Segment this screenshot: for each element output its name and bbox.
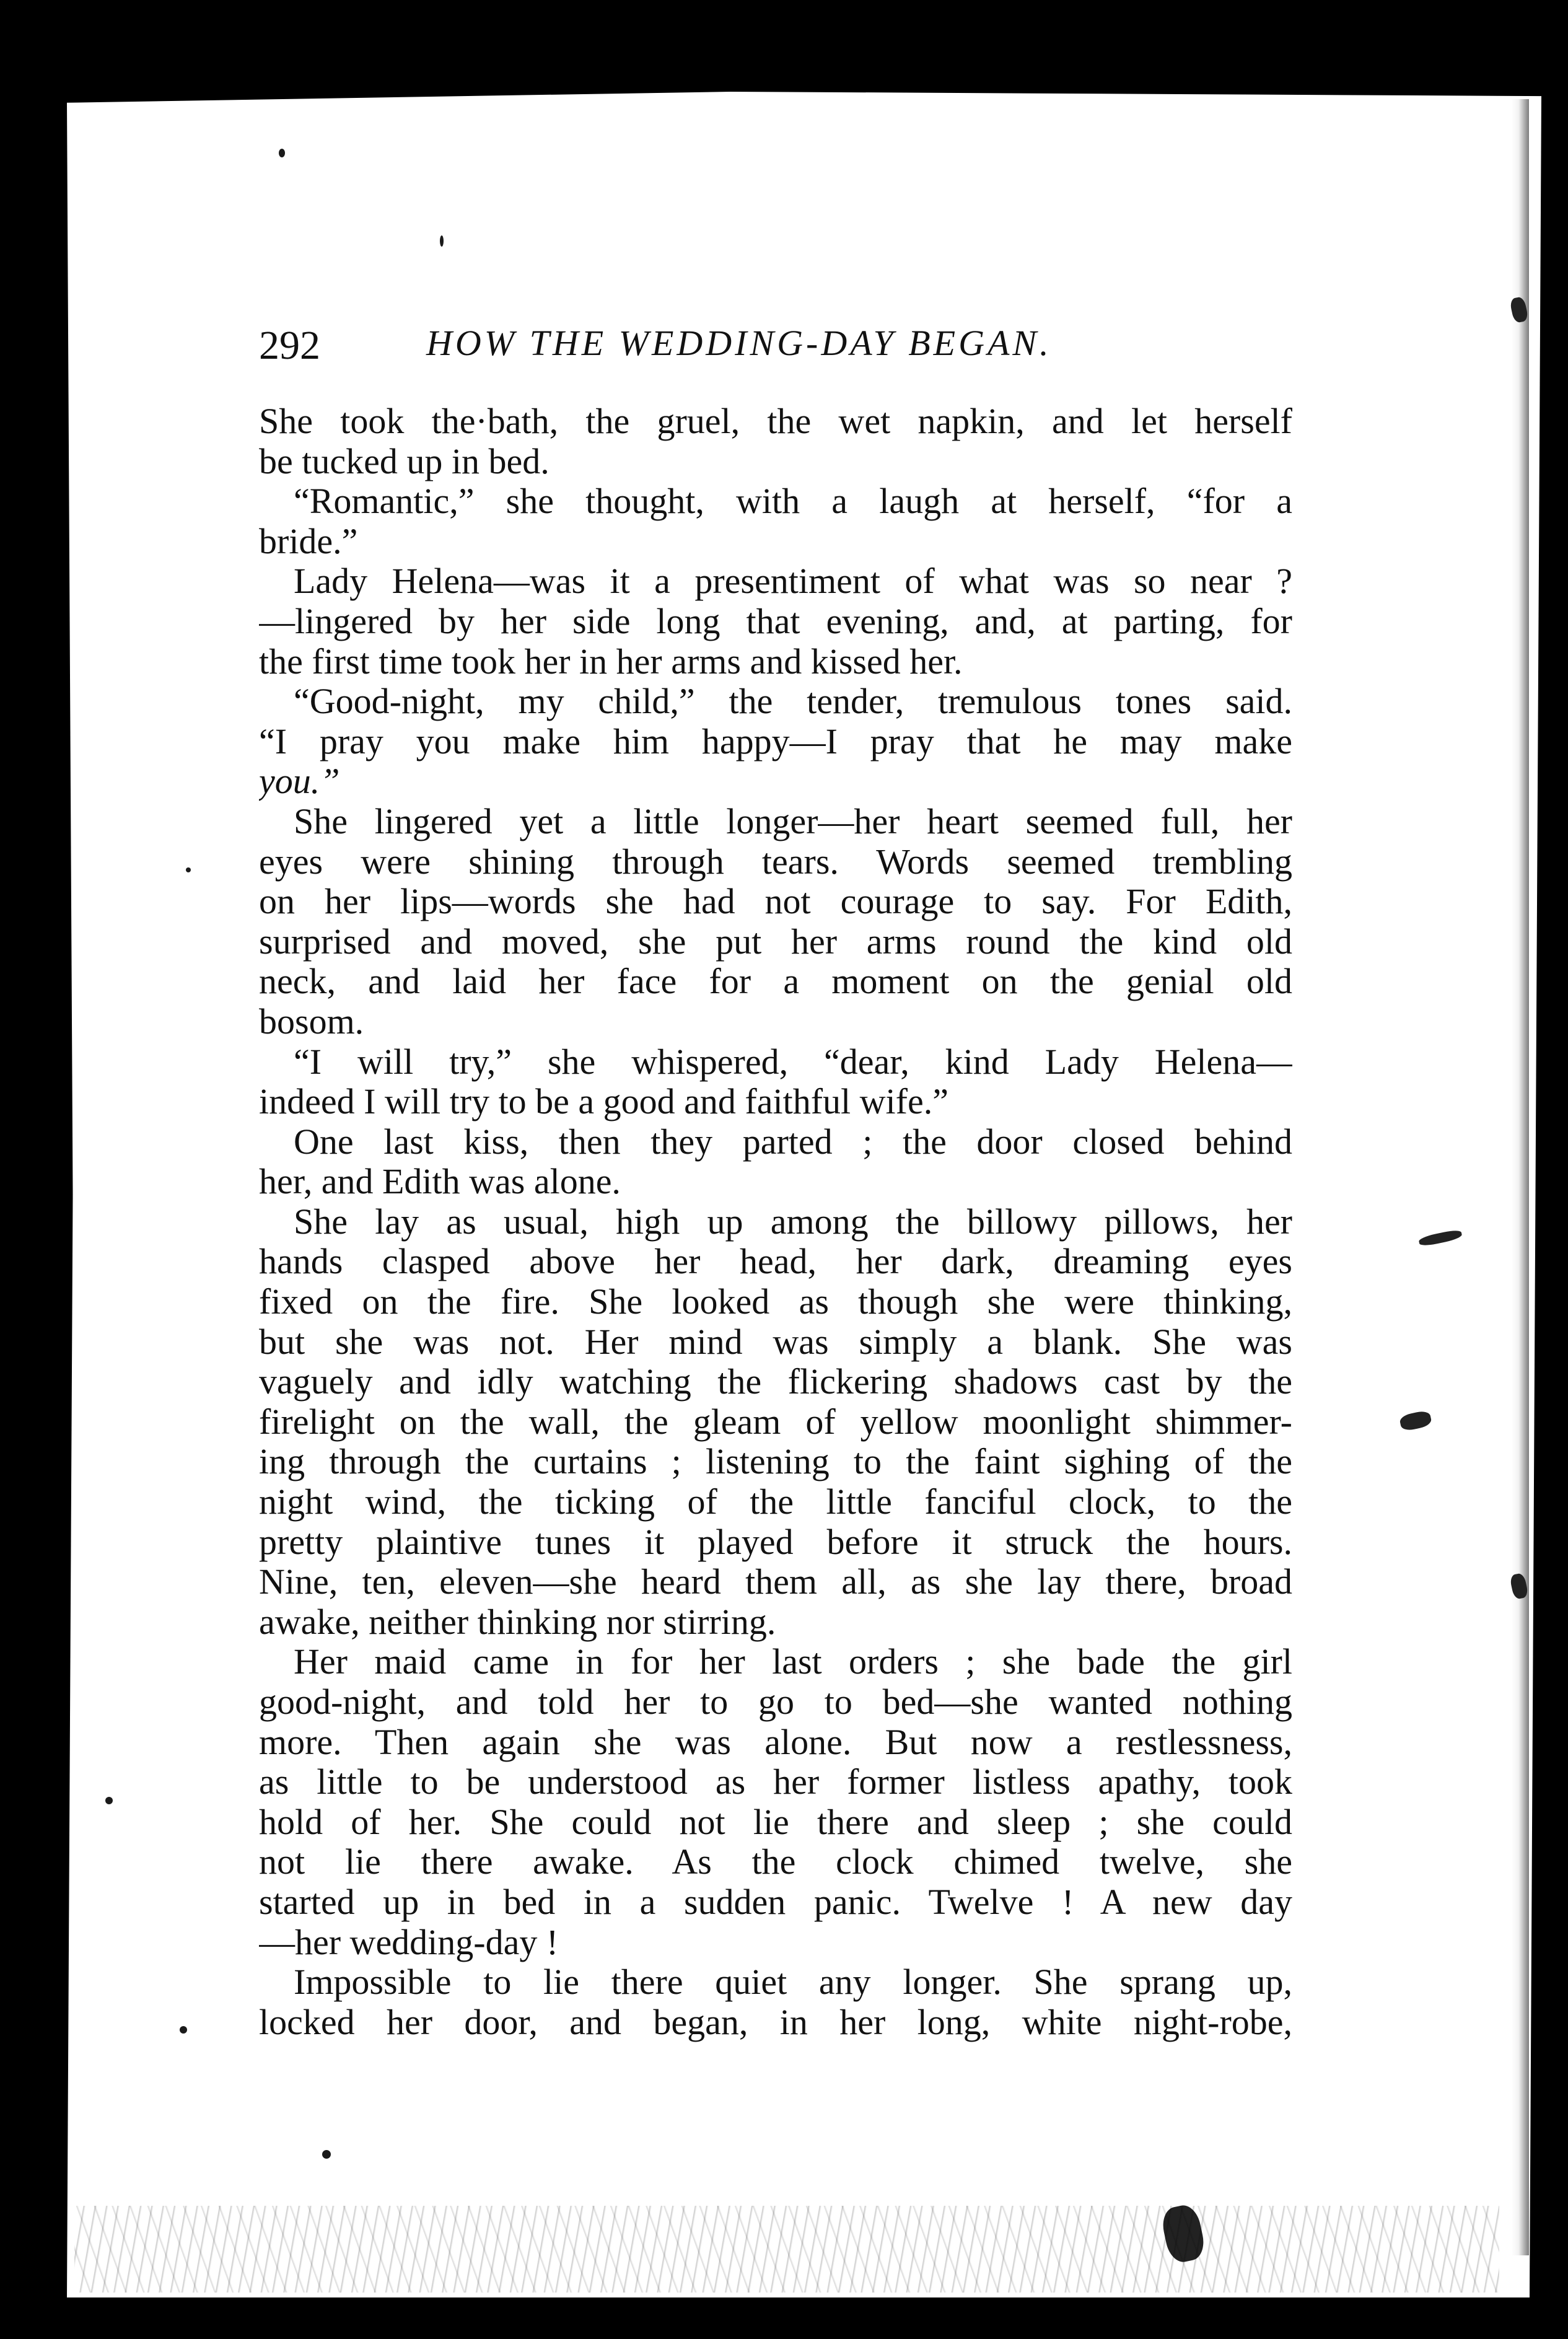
page-header <box>259 310 1436 378</box>
text-line: She took the·bath, the gruel, the wet napkin, and let herself <box>259 402 1292 441</box>
text-line: awake, neither thinking nor stirring. <box>259 1601 776 1642</box>
text-line: fixed on the fire. She looked as though she were thinking, <box>259 1281 1292 1322</box>
text-line: surprised and moved, she put her arms round the kind old <box>259 921 1292 962</box>
text-line: her, and Edith was alone. <box>259 1161 621 1202</box>
text-line: night wind, the ticking of the little fanciful clock, to the <box>259 1481 1292 1522</box>
text-line: eyes were shining through tears. Words seemed trembling <box>259 841 1292 882</box>
body-text <box>259 402 1292 2074</box>
text-line: “I pray you make him happy—I pray that he may make <box>259 721 1292 761</box>
text-line: be tucked up in bed. <box>259 441 550 481</box>
text-line: you.” <box>259 761 340 802</box>
text-line: Lady Helena—was it a presentiment of what was so near ? <box>294 561 1292 602</box>
text-line: hold of her. She could not lie there and sleep ; she could <box>259 1801 1292 1842</box>
text-line: hands clasped above her head, her dark, dreaming eyes <box>259 1241 1292 1282</box>
text-line: as little to be understood as her former listless apathy, took <box>259 1762 1292 1802</box>
text-line: firelight on the wall, the gleam of yellow moonlight shimmer- <box>259 1401 1292 1442</box>
text-line: Nine, ten, eleven—she heard them all, as she lay there, broad <box>259 1561 1292 1602</box>
text-line: ing through the curtains ; listening to the faint sighing of the <box>259 1441 1292 1482</box>
text-line: —her wedding-day ! <box>259 1921 559 1962</box>
text-line: but she was not. Her mind was simply a blank. She was <box>259 1321 1292 1362</box>
text-line: Her maid came in for her last orders ; she bade the girl <box>294 1641 1292 1682</box>
scan-speck <box>180 2026 187 2034</box>
scan-speck <box>279 149 285 157</box>
page-edge-shadow <box>1512 99 1529 2255</box>
text-line: locked her door, and began, in her long, white night-robe, <box>259 2001 1292 2042</box>
scan-speck <box>322 2150 331 2159</box>
text-line: “I will try,” she whispered, “dear, kind Lady Helena— <box>294 1041 1292 1082</box>
text-line: not lie there awake. As the clock chimed twelve, she <box>259 1841 1292 1882</box>
text-line: bride.” <box>259 520 358 561</box>
text-line: “Good-night, my child,” the tender, tremulous tones said. <box>294 681 1292 722</box>
text-line: more. Then again she was alone. But now a restlessness, <box>259 1721 1292 1762</box>
text-line: indeed I will try to be a good and faithful wife.” <box>259 1081 948 1122</box>
text-line: She lay as usual, high up among the billowy pillows, her <box>294 1201 1292 1242</box>
scan-speck <box>440 235 444 247</box>
text-line: vaguely and idly watching the flickering shadows cast by the <box>259 1361 1292 1402</box>
text-line: good-night, and told her to go to bed—she wanted nothing <box>259 1682 1292 1722</box>
text-line: the first time took her in her arms and kissed her. <box>259 641 963 682</box>
text-line: pretty plaintive tunes it played before it struck the hours. <box>259 1521 1292 1562</box>
page-number: 292 <box>259 323 320 368</box>
text-line: One last kiss, then they parted ; the door closed behind <box>294 1121 1292 1162</box>
text-line: Impossible to lie there quiet any longer. She sprang up, <box>294 1962 1292 2003</box>
text-line: started up in bed in a sudden panic. Twelve ! A new day <box>259 1881 1292 1922</box>
text-line: neck, and laid her face for a moment on the genial old <box>259 961 1292 1002</box>
text-line: “Romantic,” she thought, with a laugh at herself, “for a <box>294 481 1292 522</box>
text-line: She lingered yet a little longer—her heart seemed full, her <box>294 801 1292 841</box>
scan-speck <box>186 867 191 872</box>
scan-speck <box>105 1797 113 1804</box>
text-line: bosom. <box>259 1001 364 1042</box>
running-head: HOW THE WEDDING-DAY BEGAN. <box>426 323 1052 363</box>
text-line: —lingered by her side long that evening, and, at parting, for <box>259 600 1292 641</box>
text-line: on her lips—words she had not courage to say. For Edith, <box>259 881 1292 922</box>
scan-noise-bottom <box>74 2206 1499 2293</box>
